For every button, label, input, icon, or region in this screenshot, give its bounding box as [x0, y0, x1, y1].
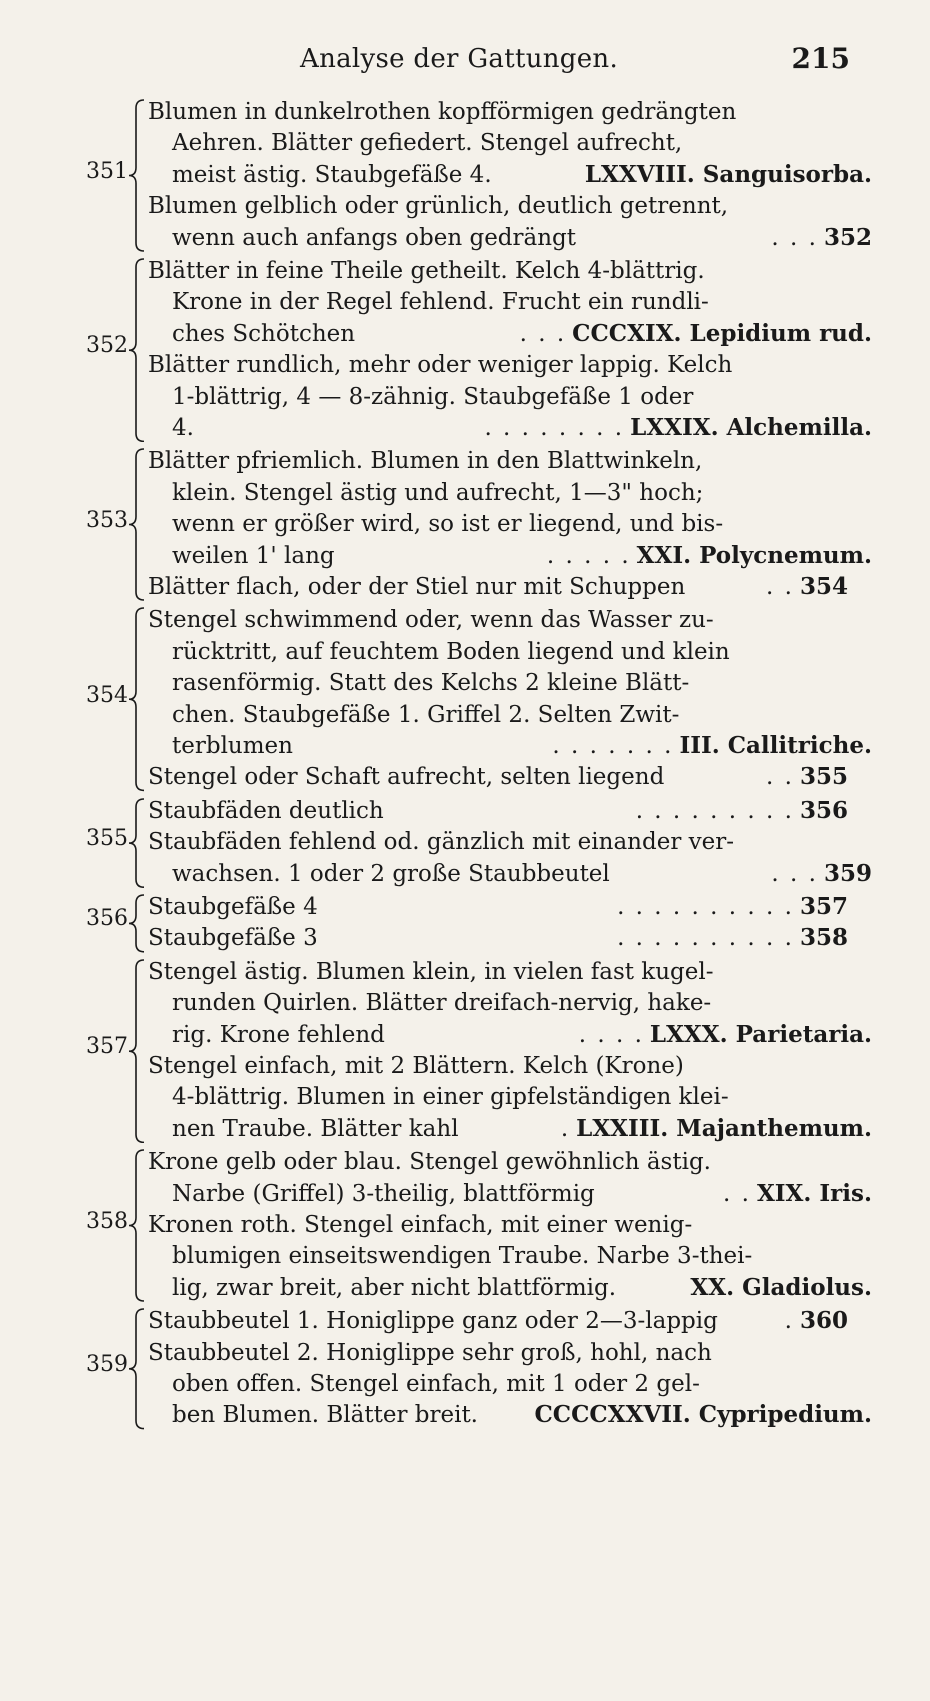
brace-icon: [128, 1308, 146, 1430]
leader-dots: . .: [723, 1180, 751, 1207]
key-line: [172, 126, 872, 160]
couplet-reference: 352: [823, 223, 872, 251]
line-text: Staubfäden fehlend od. gänzlich mit einander ver-: [148, 829, 734, 856]
genus-reference: XIX. Iris.: [756, 1179, 872, 1207]
genus-reference: CCCCXXVII. Cypripedium.: [534, 1401, 872, 1429]
line-text: 1-blättrig, 4 — 8-zähnig. Staubgefäße 1 oder: [172, 383, 694, 410]
line-text: Krone in der Regel fehlend. Frucht ein rundli-: [172, 289, 709, 316]
key-line: [172, 380, 872, 414]
key-line: [172, 666, 872, 700]
couplet: [0, 603, 930, 791]
leader-dots: . . . .: [578, 1021, 644, 1048]
line-text: Blätter flach, oder der Stiel nur mit Schuppen: [148, 573, 686, 600]
running-title: Analyse der Gattungen.: [300, 44, 619, 74]
key-line: [148, 95, 848, 129]
couplet-number: 351: [86, 158, 128, 184]
key-line: [148, 1304, 848, 1338]
line-text: wenn auch anfangs oben gedrängt: [172, 224, 577, 251]
line-text: meist ästig. Staubgefäße 4.: [172, 161, 492, 188]
line-text: Blätter rundlich, mehr oder weniger lappig. Kelch: [148, 352, 733, 379]
key-line: [148, 760, 848, 794]
brace-icon: [128, 894, 146, 953]
couplet: [0, 95, 930, 252]
brace-icon: [128, 607, 146, 791]
couplet: [0, 794, 930, 888]
line-text: chen. Staubgefäße 1. Griffel 2. Selten Zwit-: [172, 701, 680, 728]
couplet-number: 352: [86, 333, 128, 359]
key-line: [172, 539, 872, 573]
brace-icon: [128, 99, 146, 252]
key-line: [172, 221, 872, 255]
key-line: [172, 317, 872, 351]
couplet-number: 358: [86, 1208, 128, 1234]
line-text: blumigen einseitswendigen Traube. Narbe 3-thei-: [172, 1243, 753, 1270]
line-text: terblumen: [172, 732, 293, 759]
line-text: Staubfäden deutlich: [148, 797, 384, 824]
brace-icon: [128, 1149, 146, 1302]
key-line: [148, 955, 848, 989]
couplet-number: 357: [86, 1033, 128, 1059]
genus-reference: XXI. Polycnemum.: [636, 541, 872, 569]
key-line: [148, 189, 848, 223]
line-text: runden Quirlen. Blätter dreifach-nervig, hake-: [172, 990, 712, 1017]
line-text: nen Traube. Blätter kahl: [172, 1115, 459, 1142]
line-text: Staubgefäße 3: [148, 925, 318, 952]
leader-dots: . .: [766, 573, 794, 600]
couplet-number: 355: [86, 825, 128, 851]
line-text: wachsen. 1 oder 2 große Staubbeutel: [172, 860, 610, 887]
key-line: [172, 1080, 872, 1114]
line-text: Aehren. Blätter gefiedert. Stengel aufrecht,: [172, 130, 683, 157]
key-line: [172, 411, 872, 445]
couplet: [0, 890, 930, 953]
line-text: klein. Stengel ästig und aufrecht, 1—3" hoch;: [172, 479, 704, 506]
couplet-reference: 354: [799, 572, 848, 600]
key-line: [172, 729, 872, 763]
key-line: [148, 1208, 848, 1242]
line-text: 4-blättrig. Blumen in einer gipfelständigen klei-: [172, 1084, 729, 1111]
couplet-number: 359: [86, 1351, 128, 1377]
key-line: [172, 285, 872, 319]
key-line: [172, 1018, 872, 1052]
line-text: Stengel ästig. Blumen klein, in vielen fast kugel-: [148, 958, 714, 985]
genus-reference: LXXIII. Majanthemum.: [576, 1114, 872, 1142]
key-line: [148, 1049, 848, 1083]
couplet-reference: 357: [799, 893, 848, 920]
genus-reference: XX. Gladiolus.: [690, 1273, 872, 1301]
brace-icon: [128, 798, 146, 888]
genus-reference: LXXX. Parietaria.: [649, 1020, 872, 1048]
genus-reference: III. Callitriche.: [679, 731, 872, 759]
line-text: rasenförmig. Statt des Kelchs 2 kleine Blätt-: [172, 670, 690, 697]
leader-dots: . . . . .: [546, 542, 631, 569]
couplet-number: 354: [86, 682, 128, 708]
line-text: Staubbeutel 1. Honiglippe ganz oder 2—3-lappig: [148, 1308, 718, 1335]
line-text: rücktritt, auf feuchtem Boden liegend und klein: [172, 638, 730, 665]
leader-dots: .: [560, 1115, 571, 1142]
key-line: [172, 1271, 872, 1305]
brace-icon: [128, 448, 146, 601]
line-text: Blumen gelblich oder grünlich, deutlich getrennt,: [148, 193, 729, 220]
lead-reference: [172, 411, 872, 445]
key-line: [148, 603, 848, 637]
couplet: [0, 254, 930, 442]
key-line: [148, 348, 848, 382]
line-text: Stengel schwimmend oder, wenn das Wasser zu-: [148, 607, 714, 634]
key-line: [172, 1112, 872, 1146]
couplet-reference: 358: [799, 924, 848, 952]
key-line: [148, 825, 848, 859]
page-number: 215: [791, 42, 850, 75]
brace-icon: [128, 258, 146, 442]
key-line: [172, 158, 872, 192]
leader-dots: . . .: [771, 860, 818, 887]
genus-reference: LXXVIII. Sanguisorba.: [584, 160, 872, 188]
leader-dots: . . . . . . . .: [484, 415, 625, 441]
leader-dots: . . .: [519, 320, 567, 347]
line-text: oben offen. Stengel einfach, mit 1 oder 2 gel-: [172, 1370, 700, 1397]
key-line: [172, 986, 872, 1020]
key-line: [172, 507, 872, 541]
key-line: [148, 254, 848, 288]
leader-dots: . . . . . . . . . .: [617, 894, 794, 920]
line-text: Blätter in feine Theile getheilt. Kelch 4-blättrig.: [148, 258, 705, 284]
line-text: Blumen in dunkelrothen kopfförmigen gedrängten: [148, 99, 737, 125]
key-line: [172, 635, 872, 669]
leader-dots: . . . . . . . . .: [635, 797, 794, 824]
key-line: [172, 1177, 872, 1211]
key-line: [172, 1367, 872, 1401]
leader-dots: . . . . . . .: [552, 732, 674, 759]
couplet-reference: 360: [799, 1307, 848, 1335]
couplet-number: 353: [86, 507, 128, 533]
key-line: [148, 570, 848, 604]
key-line: [148, 921, 848, 955]
line-text: Staubgefäße 4: [148, 894, 318, 920]
couplet: [0, 955, 930, 1143]
leader-dots: . .: [766, 764, 794, 791]
line-text: Staubbeutel 2. Honiglippe sehr groß, hohl, nach: [148, 1339, 712, 1366]
key-line: [172, 1239, 872, 1273]
leader-dots: . . .: [771, 224, 818, 251]
couplet-reference: 356: [799, 796, 848, 824]
genus-reference: CCCXIX. Lepidium rud.: [572, 319, 872, 347]
line-text: Blätter pfriemlich. Blumen in den Blattwinkeln,: [148, 448, 703, 475]
line-text: Krone gelb oder blau. Stengel gewöhnlich ästig.: [148, 1149, 711, 1176]
line-text: Kronen roth. Stengel einfach, mit einer wenig-: [148, 1211, 693, 1238]
genus-reference: LXXIX. Alchemilla.: [630, 414, 872, 441]
line-text: Stengel einfach, mit 2 Blättern. Kelch (Krone): [148, 1052, 684, 1079]
key-line: [172, 476, 872, 510]
leader-dots: . . . . . . . . . .: [617, 925, 794, 952]
couplet-number: 356: [86, 906, 128, 932]
key-line: [172, 857, 872, 891]
couplet-reference: 359: [823, 859, 872, 887]
brace-icon: [128, 959, 146, 1143]
line-text: weilen 1' lang: [172, 542, 335, 569]
key-line: [148, 1336, 848, 1370]
key-line: [172, 698, 872, 732]
line-text: Narbe (Griffel) 3-theilig, blattförmig: [172, 1180, 595, 1207]
couplet: [0, 444, 930, 601]
line-text: lig, zwar breit, aber nicht blattförmig.: [172, 1274, 617, 1301]
page-header: [0, 40, 930, 80]
leader-dots: .: [784, 1308, 794, 1335]
couplet: [0, 1145, 930, 1302]
line-text: wenn er größer wird, so ist er liegend, und bis-: [172, 511, 724, 538]
key-line: [148, 890, 848, 924]
key-line: [148, 1145, 848, 1179]
line-text: Stengel oder Schaft aufrecht, selten liegend: [148, 764, 665, 791]
key-line: [148, 794, 848, 828]
line-text: ches Schötchen: [172, 320, 356, 347]
couplet: [0, 1304, 930, 1430]
key-line: [148, 444, 848, 478]
line-text: 4.: [172, 415, 194, 441]
key-line: [172, 1398, 872, 1432]
couplet-reference: 355: [799, 763, 848, 791]
line-text: ben Blumen. Blätter breit.: [172, 1402, 478, 1429]
line-text: rig. Krone fehlend: [172, 1021, 385, 1048]
